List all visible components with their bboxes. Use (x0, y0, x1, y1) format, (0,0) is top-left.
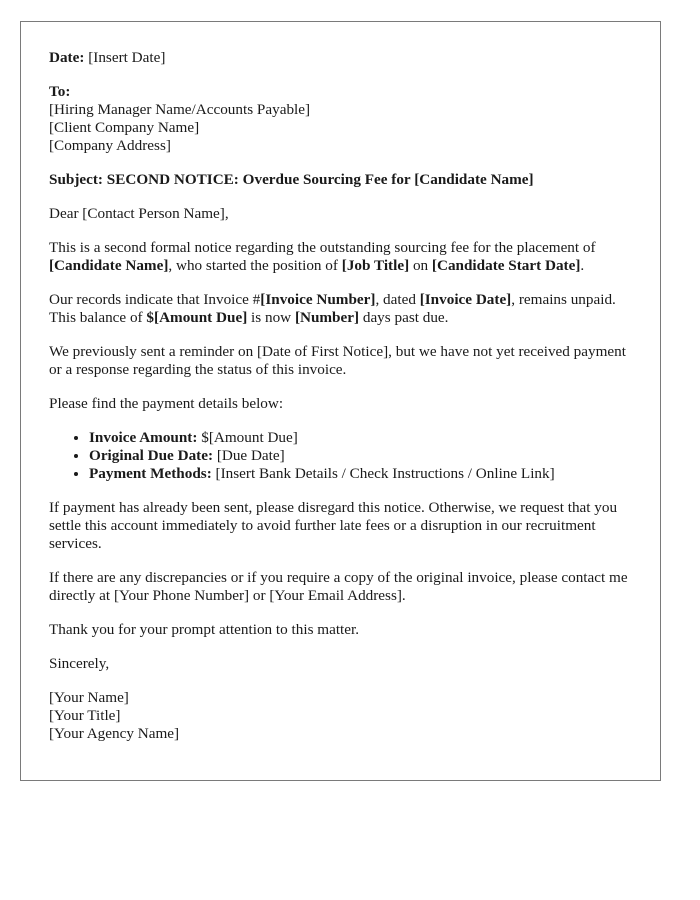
invoice-number: [Invoice Number] (260, 291, 376, 308)
candidate-start-date: [Candidate Start Date] (431, 257, 581, 274)
paragraph-reminder: We previously sent a reminder on [Date of First Notice], but we have not yet received payment or a response regarding the status of this invoice. (49, 343, 626, 378)
detail-value: [Due Date] (213, 447, 285, 464)
job-title: [Job Title] (341, 257, 410, 274)
days-past-due: [Number] (294, 309, 360, 326)
detail-label: Invoice Amount: (89, 429, 198, 446)
list-item (89, 447, 632, 465)
date-value: [Insert Date] (88, 49, 166, 66)
text: is now (247, 309, 295, 326)
text: Our records indicate that Invoice # (49, 291, 261, 308)
recipient-block (49, 83, 632, 155)
detail-value: [Insert Bank Details / Check Instructions / Online Link] (211, 465, 555, 482)
salutation: Dear [Contact Person Name], (49, 205, 229, 222)
paragraph-contact: If there are any discrepancies or if you require a copy of the original invoice, please contact me directly at [Your Phone Number] or [Your Email Address]. (49, 569, 628, 604)
candidate-name: [Candidate Name] (49, 257, 169, 274)
subject-line (49, 171, 632, 189)
letter-document (20, 21, 661, 781)
recipient-name: [Hiring Manager Name/Accounts Payable] (49, 101, 311, 118)
text: on (409, 257, 432, 274)
paragraph-disregard: If payment has already been sent, please disregard this notice. Otherwise, we request that you settle this account immediately to avoid further late fees or a disruption in our recruitment services. (49, 499, 618, 552)
text: , remains unpaid. This balance of (49, 291, 616, 326)
detail-value: $[Amount Due] (197, 429, 298, 446)
to-label: To: (49, 83, 71, 100)
payment-details-list (49, 429, 632, 483)
recipient-address: [Company Address] (49, 137, 171, 154)
text: days past due. (359, 309, 449, 326)
recipient-company: [Client Company Name] (49, 119, 200, 136)
text: , who started the position of (168, 257, 342, 274)
paragraph-placement (49, 239, 632, 275)
paragraph-payment-intro: Please find the payment details below: (49, 395, 284, 412)
date-label: Date: (49, 49, 85, 66)
detail-label: Payment Methods: (89, 465, 212, 482)
amount-due: $[Amount Due] (146, 309, 248, 326)
invoice-date: [Invoice Date] (419, 291, 512, 308)
detail-label: Original Due Date: (89, 447, 214, 464)
text: This is a second formal notice regarding the outstanding sourcing fee for the placement of (49, 239, 596, 256)
subject-text: Subject: SECOND NOTICE: Overdue Sourcing Fee for [Candidate Name] (49, 171, 534, 188)
signer-title: [Your Title] (49, 707, 121, 724)
closing: Sincerely, (49, 655, 110, 672)
text: . (580, 257, 585, 274)
text: , dated (375, 291, 420, 308)
list-item (89, 429, 632, 447)
list-item (89, 465, 632, 483)
paragraph-invoice (49, 291, 632, 327)
signer-name: [Your Name] (49, 689, 129, 706)
signature-block (49, 689, 632, 743)
signer-agency: [Your Agency Name] (49, 725, 180, 742)
date-line (49, 49, 632, 67)
paragraph-thanks: Thank you for your prompt attention to this matter. (49, 621, 360, 638)
